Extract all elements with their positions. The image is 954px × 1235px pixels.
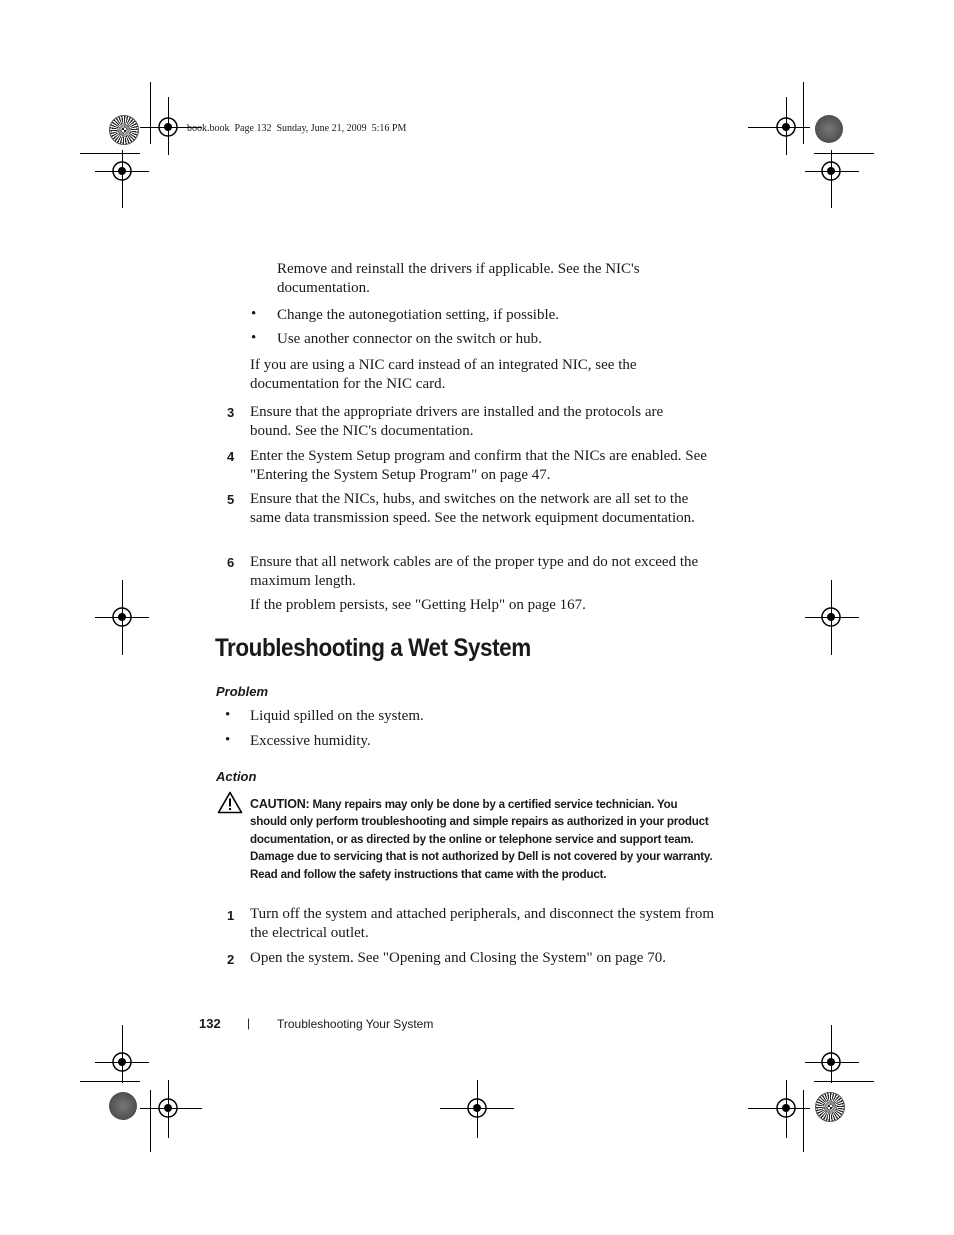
warning-triangle-icon <box>217 791 243 814</box>
step-number: 4 <box>227 449 235 464</box>
persist-note: If the problem persists, see "Getting Help" on page 167. <box>250 597 586 613</box>
print-header: book.book Page 132 Sunday, June 21, 2009 5:16 PM <box>187 123 407 134</box>
registration-mark-icon <box>111 1051 133 1073</box>
bullet-marker: • <box>225 707 231 723</box>
registration-mark-icon <box>820 606 842 628</box>
step-number: 3 <box>227 405 235 420</box>
footer-chapter: Troubleshooting Your System <box>277 1017 434 1031</box>
registration-mark-icon <box>775 116 797 138</box>
registration-mark-icon <box>820 1051 842 1073</box>
step-text: Open the system. See "Opening and Closing the System" on page 70. <box>250 950 666 966</box>
caution-block <box>250 796 716 883</box>
step-number: 6 <box>227 555 235 570</box>
intro-note: If you are using a NIC card instead of an integrated NIC, see the documentation for the NIC card. <box>250 357 637 392</box>
registration-mark-icon <box>111 160 133 182</box>
step-number: 1 <box>227 908 235 923</box>
registration-mark-icon <box>111 606 133 628</box>
registration-mark-icon <box>775 1097 797 1119</box>
intro-bullet: Use another connector on the switch or hub. <box>277 331 542 347</box>
bullet-marker: • <box>251 330 257 346</box>
problem-bullet: Liquid spilled on the system. <box>250 708 424 724</box>
color-dial-icon <box>109 1092 137 1120</box>
problem-heading: Problem <box>216 684 269 699</box>
action-heading: Action <box>216 769 257 784</box>
color-dial-icon <box>815 1092 845 1122</box>
caution-label: CAUTION: <box>250 797 310 811</box>
registration-mark-icon <box>466 1097 488 1119</box>
color-dial-icon <box>815 115 843 143</box>
step-text: Ensure that the appropriate drivers are installed and the protocols are bound. See the NIC's documentation. <box>250 404 664 439</box>
bullet-marker: • <box>225 732 231 748</box>
caution-text: Many repairs may only be done by a certified service technician. You should only perform troubleshooting and simple repairs as authorized in your product documentation, or as directed by the online or telephone service and support team. Damage due to servicing that is not authorized by Dell is not covered by your warranty. Read and follow the safety instructions that came with the product. <box>250 798 713 881</box>
registration-mark-icon <box>820 160 842 182</box>
page-number: 132 <box>199 1016 221 1031</box>
step-text: Turn off the system and attached peripherals, and disconnect the system from the electrical outlet. <box>250 906 715 941</box>
registration-mark-icon <box>157 116 179 138</box>
step-number: 2 <box>227 952 235 967</box>
step-text: Ensure that all network cables are of the proper type and do not exceed the maximum length. <box>250 554 699 589</box>
color-dial-icon <box>109 115 139 145</box>
section-title: Troubleshooting a Wet System <box>215 634 531 662</box>
bullet-marker: • <box>251 306 257 322</box>
intro-bullet: Change the autonegotiation setting, if possible. <box>277 307 560 323</box>
footer-separator: | <box>247 1016 251 1030</box>
intro-paragraph: Remove and reinstall the drivers if applicable. See the NIC's documentation. <box>277 261 640 296</box>
registration-mark-icon <box>157 1097 179 1119</box>
step-number: 5 <box>227 492 235 507</box>
problem-bullet: Excessive humidity. <box>250 733 371 749</box>
step-text: Ensure that the NICs, hubs, and switches on the network are all set to the same data transmission speed. See the network equipment documentation. <box>250 491 695 526</box>
step-text: Enter the System Setup program and confirm that the NICs are enabled. See "Entering the System Setup Program" on page 47. <box>250 448 707 483</box>
